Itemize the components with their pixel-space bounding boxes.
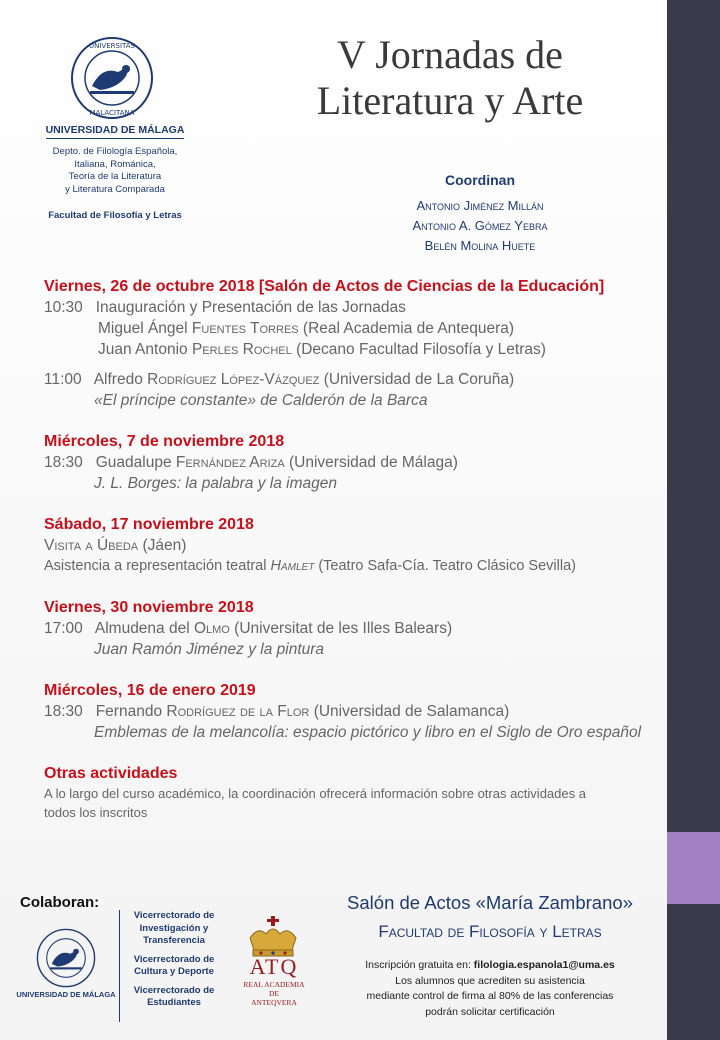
session-time: 11:00 bbox=[44, 371, 82, 388]
session-title: Inauguración y Presentación de las Jornadas bbox=[95, 299, 406, 316]
registration-label: Inscripción gratuita en: bbox=[365, 959, 474, 971]
talk-topic: Juan Ramón Jiménez y la pintura bbox=[94, 641, 325, 658]
speaker-line bbox=[44, 339, 664, 360]
visit-label: Visita a Úbeda bbox=[44, 537, 139, 554]
speaker-affiliation: (Universitat de les Illes Balears) bbox=[229, 620, 453, 637]
session-heading: Miércoles, 16 de enero 2019 bbox=[44, 682, 256, 699]
coordinators-label: Coordinan bbox=[445, 172, 515, 188]
session-time: 10:30 bbox=[44, 299, 83, 316]
divider bbox=[46, 138, 184, 139]
speaker-first-name: Miguel Ángel bbox=[98, 320, 192, 337]
session-item bbox=[44, 701, 664, 722]
divider bbox=[119, 910, 120, 1022]
registration-line: podrán solicitar certificación bbox=[425, 1005, 555, 1018]
academy-logo-subtitle: REAL ACADEMIA DE ANTEQVERA bbox=[243, 980, 305, 1007]
session-heading: Viernes, 30 noviembre 2018 bbox=[44, 599, 254, 616]
crown-icon bbox=[244, 916, 302, 958]
speaker-last-name: Rodríguez López-Vázquez bbox=[147, 371, 320, 388]
coordinator-name: Belén Molina Huete bbox=[424, 238, 536, 253]
program bbox=[44, 276, 664, 822]
session-heading: Miércoles, 7 de noviembre 2018 bbox=[44, 433, 285, 450]
play-title: Hamlet bbox=[270, 558, 315, 574]
registration-line: Los alumnos que acrediten su asistencia bbox=[395, 974, 585, 987]
vice-rectorates bbox=[124, 910, 224, 1016]
session-time: 18:30 bbox=[44, 454, 83, 471]
visit-place: (Jáen) bbox=[138, 537, 187, 554]
session-item bbox=[44, 369, 664, 390]
session-heading: Viernes, 26 de octubre 2018 [Salón de Actos de Ciencias de la Educación] bbox=[44, 278, 605, 295]
university-name-small: UNIVERSIDAD DE MÁLAGA bbox=[16, 990, 116, 999]
university-seal-icon bbox=[70, 36, 154, 120]
session-item bbox=[44, 556, 664, 577]
venue-title: Salón de Actos «María Zambrano» bbox=[347, 892, 633, 913]
speaker-last-name: Rodríguez de la Flor bbox=[166, 703, 310, 720]
university-seal-icon bbox=[36, 928, 96, 988]
speaker-line bbox=[44, 318, 664, 339]
speaker-first-name: Alfredo bbox=[93, 371, 148, 388]
speaker-affiliation: (Real Academia de Antequera) bbox=[298, 320, 515, 337]
coordinator-name: Antonio A. Gómez Yebra bbox=[412, 218, 548, 233]
session-time: 18:30 bbox=[44, 703, 83, 720]
coordinators-list bbox=[360, 196, 600, 256]
speaker-affiliation: (Universidad de Málaga) bbox=[284, 454, 458, 471]
attendance-venue: (Teatro Safa-Cía. Teatro Clásico Sevilla) bbox=[314, 558, 576, 574]
faculty-name: Facultad de Filosofía y Letras bbox=[48, 210, 182, 221]
svg-text:UNIVERSITAS: UNIVERSITAS bbox=[89, 42, 135, 50]
academy-logo-text: ATQ bbox=[249, 954, 299, 979]
speaker-affiliation: (Universidad de Salamanca) bbox=[309, 703, 510, 720]
collaborators-label: Colaboran: bbox=[20, 894, 100, 911]
speaker-first-name: Almudena del bbox=[94, 620, 194, 637]
session-item bbox=[44, 452, 664, 473]
session-heading: Otras actividades bbox=[44, 765, 178, 782]
registration-line: mediante control de firma al 80% de las conferencias bbox=[366, 990, 614, 1002]
svg-text:MALACITANA: MALACITANA bbox=[89, 109, 135, 117]
talk-topic: J. L. Borges: la palabra y la imagen bbox=[94, 475, 337, 492]
session-item bbox=[44, 535, 664, 556]
vice-rectorate: Vicerrectorado de Cultura y Deporte bbox=[133, 953, 215, 977]
page-title: V Jornadas de Literatura y Arte bbox=[316, 32, 584, 123]
speaker-last-name: Perles Rochel bbox=[191, 341, 292, 358]
talk-topic: Emblemas de la melancolía: espacio pictórico y libro en el Siglo de Oro español bbox=[94, 724, 642, 741]
speaker-affiliation: (Decano Facultad Filosofía y Letras) bbox=[291, 341, 546, 358]
speaker-first-name: Juan Antonio bbox=[98, 341, 192, 358]
attendance-text: Asistencia a representación teatral bbox=[44, 558, 271, 574]
other-activities-text: A lo largo del curso académico, la coordinación ofrecerá información sobre otras actividades a todos los inscritos bbox=[44, 786, 586, 820]
venue-faculty: Facultad de Filosofía y Letras bbox=[378, 922, 602, 941]
speaker-affiliation: (Universidad de La Coruña) bbox=[319, 371, 515, 388]
department-name: Depto. de Filología Española, Italiana, Románica, Teoría de la Literatura y Literatura Comparada bbox=[52, 146, 178, 195]
registration-email[interactable]: filologia.espanola1@uma.es bbox=[473, 959, 615, 971]
speaker-last-name: Fernández Ariza bbox=[175, 454, 285, 471]
session-item bbox=[44, 297, 664, 318]
university-name: UNIVERSIDAD DE MÁLAGA bbox=[45, 124, 185, 136]
speaker-first-name: Fernando bbox=[95, 703, 167, 720]
speaker-first-name: Guadalupe bbox=[95, 454, 176, 471]
coordinator-name: Antonio Jiménez Millán bbox=[416, 198, 544, 213]
speaker-last-name: Fuentes Torres bbox=[191, 320, 299, 337]
speaker-last-name: Olmo bbox=[193, 620, 230, 637]
sidebar-accent-band bbox=[667, 832, 720, 904]
session-time: 17:00 bbox=[44, 620, 83, 637]
vice-rectorate: Vicerrectorado de Investigación y Transferencia bbox=[133, 910, 215, 946]
talk-topic: «El príncipe constante» de Calderón de la Barca bbox=[94, 392, 428, 409]
session-item bbox=[44, 618, 664, 639]
registration-info bbox=[330, 958, 650, 1020]
vice-rectorate: Vicerrectorado de Estudiantes bbox=[133, 984, 215, 1008]
session-heading: Sábado, 17 noviembre 2018 bbox=[44, 516, 254, 533]
